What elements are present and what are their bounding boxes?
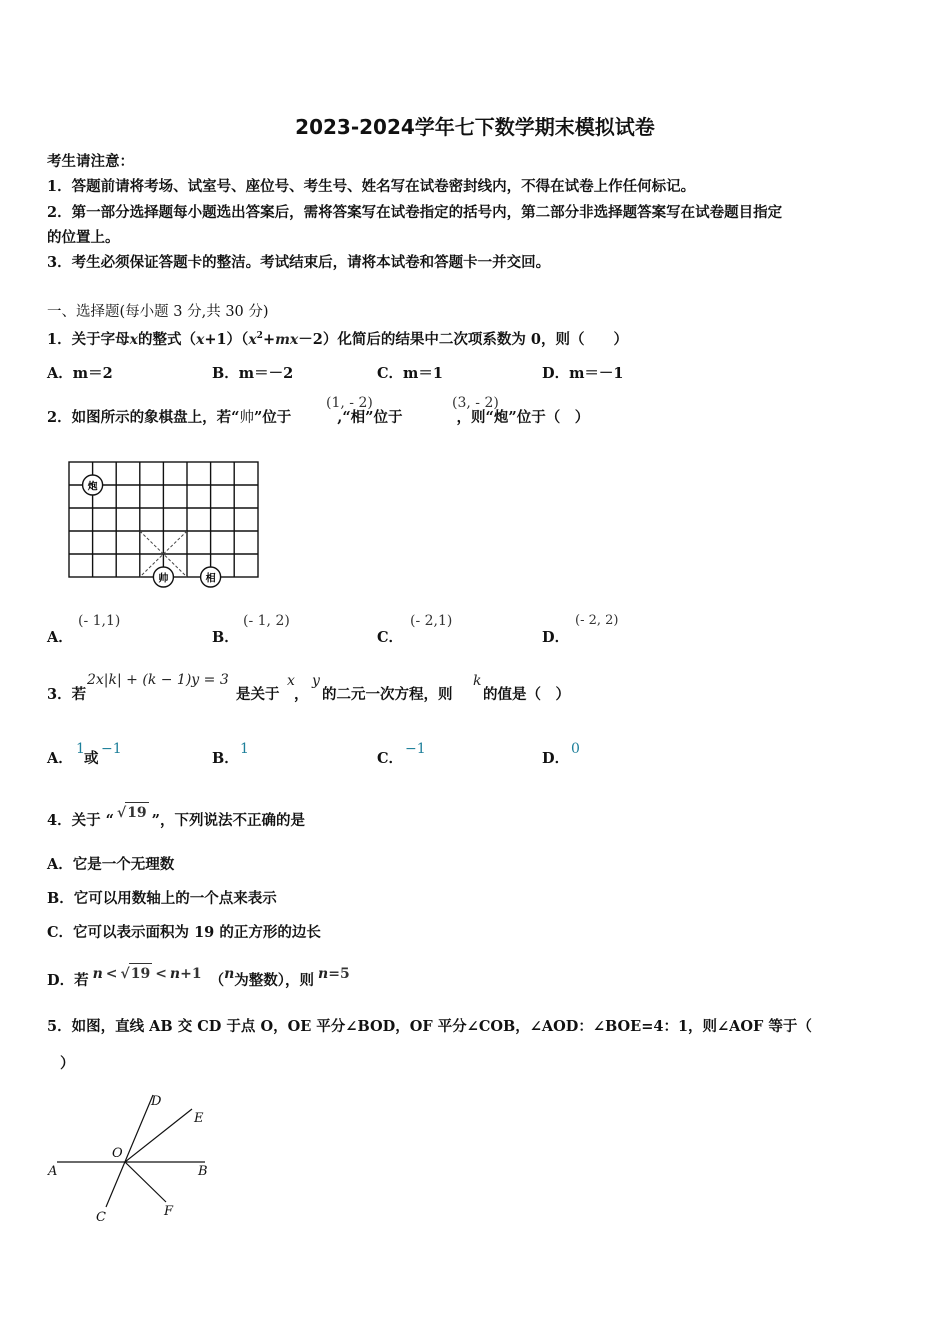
q4-option-a: A．它是一个无理数 <box>47 856 175 873</box>
q3-text-2: 的二元一次方程，则 <box>322 686 453 703</box>
label-c: C <box>96 1210 106 1225</box>
q2-option-d-value: (- 2, 2) <box>575 613 619 628</box>
q4-option-b: B．它可以用数轴上的一个点来表示 <box>47 890 277 907</box>
q3-var-y: y <box>312 673 320 689</box>
q3-comma: ， <box>294 686 309 703</box>
label-f: F <box>164 1204 174 1219</box>
q3-option-a: A． <box>47 750 73 767</box>
q2-option-b-label: B． <box>212 629 239 646</box>
label-e: E <box>194 1111 204 1126</box>
q2-option-c-value: (- 2,1) <box>410 613 453 629</box>
q3-var-x: x <box>287 673 295 689</box>
shuai-piece <box>153 567 173 587</box>
svg-text:炮: 炮 <box>87 481 98 493</box>
q3-text-1: 是关于 <box>236 686 280 703</box>
q2-option-d-label: D． <box>542 629 570 646</box>
q1-option-d: D．m＝－1 <box>542 365 624 382</box>
q2-option-a-label: A． <box>47 629 73 646</box>
section-heading: 一、选择题(每小题 3 分,共 30 分) <box>47 304 269 320</box>
q3-text-3: 的值是（ ） <box>483 686 570 703</box>
q4-radicand: 19 <box>125 802 148 823</box>
q2-option-c-label: C． <box>377 629 404 646</box>
chess-board-figure <box>62 455 272 595</box>
notice-heading: 考生请注意： <box>47 153 134 170</box>
q2-option-b-value: (- 1, 2) <box>243 613 290 629</box>
xiang-piece <box>201 567 221 587</box>
svg-text:帅: 帅 <box>158 573 169 585</box>
q1-option-c: C．m＝1 <box>377 365 443 382</box>
q3-option-c-label: C． <box>377 750 404 767</box>
notice-item-2: 2．第一部分选择题每小题选出答案后，需将答案写在试卷指定的括号内，第二部分非选择题答案写在试卷题目指定 <box>47 204 783 221</box>
notice-item-3: 3．考生必须保证答题卡的整洁。考试结束后，请将本试卷和答题卡一并交回。 <box>47 254 551 271</box>
q3-option-a-or: 或 <box>84 750 99 767</box>
question-5-close: ） <box>60 1055 75 1072</box>
question-4: 4．关于 “ √19 ”，下列说法不正确的是 <box>47 810 305 831</box>
svg-text:相: 相 <box>205 573 216 585</box>
ray-of <box>125 1162 166 1202</box>
question-1: 1．关于字母x的整式$(x+1)(x^2+mx-2)$化简后的结果中二次项系数为 0，则（ ） <box>47 330 628 348</box>
q2-option-a-value: (- 1,1) <box>78 613 121 629</box>
q4-option-c: C．它可以表示面积为 19 的正方形的边长 <box>47 924 321 941</box>
notice-item-2-cont: 的位置上。 <box>47 229 120 246</box>
q3-option-a-value-1: 1 <box>76 741 85 757</box>
label-d: D <box>151 1094 162 1109</box>
q1-option-b: B．m＝－2 <box>212 365 294 382</box>
question-5: 5．如图，直线 AB 交 CD 于点 O，OE 平分∠BOD，OF 平分∠COB，∠AOD：∠BOE=4：1，则∠AOF 等于（ <box>47 1018 812 1035</box>
question-2: 2．如图所示的象棋盘上，若“帅”位于 ,“相”位于 ，则“炮”位于（ ） <box>47 409 590 426</box>
q3-option-d-label: D． <box>542 750 570 767</box>
ray-oe <box>125 1109 192 1162</box>
notice-item-1: 1．答题前请将考场、试室号、座位号、考生号、姓名写在试卷密封线内，不得在试卷上作任何标记。 <box>47 178 696 195</box>
pao-piece <box>83 475 103 495</box>
page-title: 2023-2024学年七下数学期末模拟试卷 <box>295 115 655 139</box>
q3-option-b-value: 1 <box>240 741 249 757</box>
label-b: B <box>198 1164 208 1179</box>
q4-option-d: D．若 n < √19 < n+1 （n为整数），则 n=5 <box>47 970 350 991</box>
lines-angle-figure <box>40 1085 230 1230</box>
question-3-pre: 3．若 <box>47 686 87 703</box>
q3-equation: 2x|k| + (k − 1)y = 3 <box>87 672 229 688</box>
q3-option-a-value-2: −1 <box>101 741 122 757</box>
q3-option-d-value: 0 <box>571 741 580 757</box>
q1-option-a: A．m＝2 <box>47 365 113 382</box>
q2-coord-shuai: (1, - 2) <box>326 395 373 411</box>
label-a: A <box>48 1164 58 1179</box>
q3-var-k: k <box>473 673 482 689</box>
label-o: O <box>112 1146 123 1161</box>
q3-option-c-value: −1 <box>405 741 426 757</box>
q3-option-b-label: B． <box>212 750 239 767</box>
q2-coord-xiang: (3, - 2) <box>452 395 499 411</box>
